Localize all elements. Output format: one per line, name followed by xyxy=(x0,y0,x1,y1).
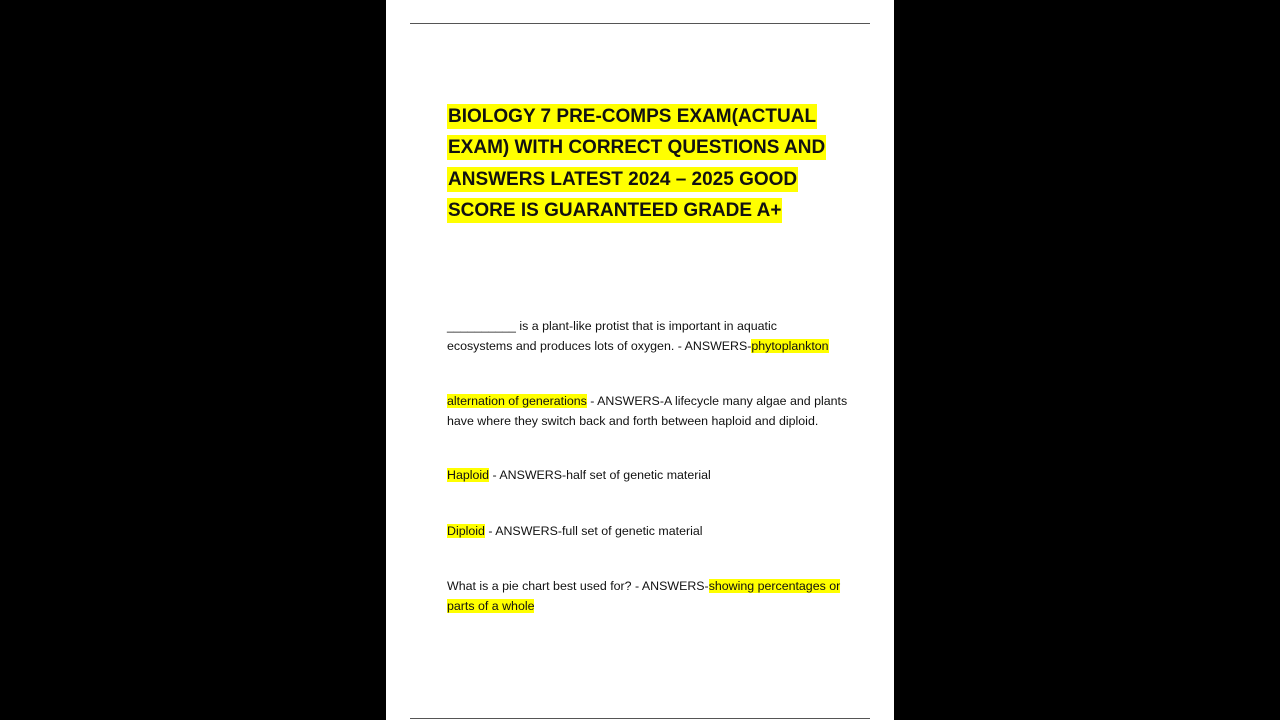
qa-item-phytoplankton xyxy=(447,317,829,356)
answer-text: - ANSWERS-A lifecycle many algae and plants xyxy=(586,394,848,408)
question-text: ecosystems and produces lots of oxygen. - ANSWERS- xyxy=(447,338,752,353)
question-text: __________ is a plant-like protist that is important in aquatic xyxy=(447,319,777,333)
term-highlight: Diploid xyxy=(447,524,485,538)
answer-highlight: parts of a whole xyxy=(447,598,535,613)
answer-highlight: phytoplankton xyxy=(751,338,829,353)
title-line: SCORE IS GUARANTEED GRADE A+ xyxy=(448,199,782,221)
term-highlight: alternation of generations xyxy=(447,394,587,408)
answer-text: - ANSWERS-full set of genetic material xyxy=(484,524,703,538)
title-line: EXAM) WITH CORRECT QUESTIONS AND xyxy=(448,137,826,159)
qa-item-haploid xyxy=(447,466,711,486)
qa-item-diploid xyxy=(447,522,703,542)
title-line: BIOLOGY 7 PRE-COMPS EXAM(ACTUAL xyxy=(448,106,817,127)
qa-item-alternation xyxy=(447,392,847,431)
term-highlight: Haploid xyxy=(447,468,490,482)
title-line: ANSWERS LATEST 2024 – 2025 GOOD xyxy=(448,168,798,190)
document-title xyxy=(447,101,826,226)
question-text: What is a pie chart best used for? - ANSWERS- xyxy=(447,579,709,593)
answer-text: have where they switch back and forth between haploid and diploid. xyxy=(447,413,819,428)
bottom-divider xyxy=(410,718,870,719)
top-divider xyxy=(410,23,870,24)
answer-highlight: showing percentages or xyxy=(708,579,841,593)
document-page xyxy=(386,0,894,720)
qa-item-pie-chart xyxy=(447,577,840,616)
answer-text: - ANSWERS-half set of genetic material xyxy=(489,468,711,482)
